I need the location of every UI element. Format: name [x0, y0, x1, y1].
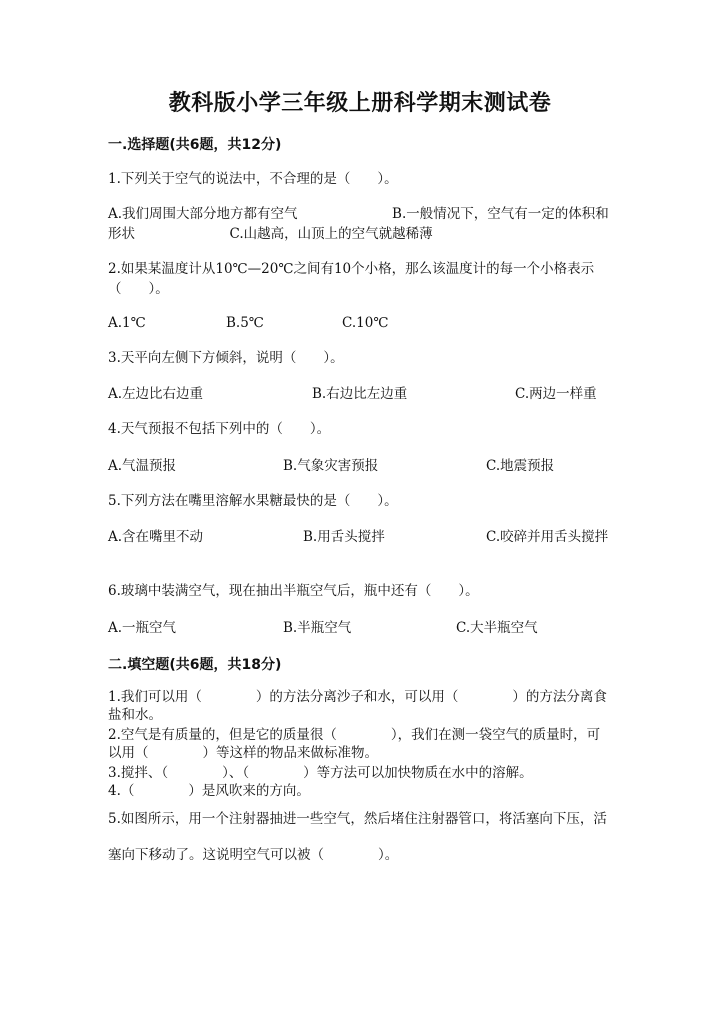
question-stem: 1.下列关于空气的说法中，不合理的是（ ）。: [108, 171, 398, 187]
option-b: B.用舌头搅拌: [303, 529, 385, 545]
question-options: [108, 313, 608, 333]
question-options: A.我们周围大部分地方都有空气 B.一般情况下，空气有一定的体积和形状 C.山越高，山顶上的空气就越稀薄: [108, 206, 609, 242]
fill-item: 1.我们可以用（ ）的方法分离沙子和水，可以用（ ）的方法分离食盐和水。: [108, 689, 607, 723]
option-a: A.左边比右边重: [108, 386, 204, 402]
page-title: 教科版小学三年级上册科学期末测试卷: [168, 90, 552, 116]
question-options: [108, 618, 608, 638]
option-c: C.两边一样重: [515, 386, 597, 402]
option-a: A.1℃: [108, 315, 146, 331]
question-stem: 6.玻璃中装满空气，现在抽出半瓶空气后，瓶中还有（ ）。: [108, 583, 479, 599]
option-b: B.半瓶空气: [283, 620, 352, 636]
section-heading-choice: 一.选择题(共6题，共12分): [108, 137, 282, 153]
option-c: C.咬碎并用舌头搅拌: [486, 529, 609, 545]
section-heading-fill: 二.填空题(共6题，共18分): [108, 657, 282, 673]
option-a: A.含在嘴里不动: [108, 529, 204, 545]
option-a: A.一瓶空气: [108, 620, 177, 636]
option-c: C.地震预报: [486, 458, 555, 474]
question-options: [108, 527, 608, 547]
fill-item: 5.如图所示，用一个注射器抽进一些空气，然后堵住注射器管口，将活塞向下压，活塞向下移动了。这说明空气可以被（ ）。: [108, 811, 607, 863]
question-options: [108, 384, 608, 404]
option-b: B.右边比左边重: [312, 386, 408, 402]
option-b: B.气象灾害预报: [283, 458, 379, 474]
option-c: C.大半瓶空气: [456, 620, 538, 636]
question-stem: 2.如果某温度计从10℃—20℃之间有10个小格，那么该温度计的每一个小格表示（ ）。: [108, 261, 595, 297]
question-options: [108, 456, 608, 476]
question-stem: 4.天气预报不包括下列中的（ ）。: [108, 421, 331, 437]
option-b: B.5℃: [226, 315, 264, 331]
option-a: A.气温预报: [108, 458, 177, 474]
fill-item: 3.搅拌、（ ）、（ ）等方法可以加快物质在水中的溶解。: [108, 765, 533, 781]
fill-item: 4.（ ）是风吹来的方向。: [108, 783, 310, 799]
option-c: C.10℃: [342, 315, 389, 331]
question-stem: 3.天平向左侧下方倾斜，说明（ ）。: [108, 350, 344, 366]
fill-item: 2.空气是有质量的，但是它的质量很（ ），我们在测一袋空气的质量时，可以用（ ）等这样的物品来做标准物。: [108, 727, 601, 761]
question-stem: 5.下列方法在嘴里溶解水果糖最快的是（ ）。: [108, 493, 398, 509]
